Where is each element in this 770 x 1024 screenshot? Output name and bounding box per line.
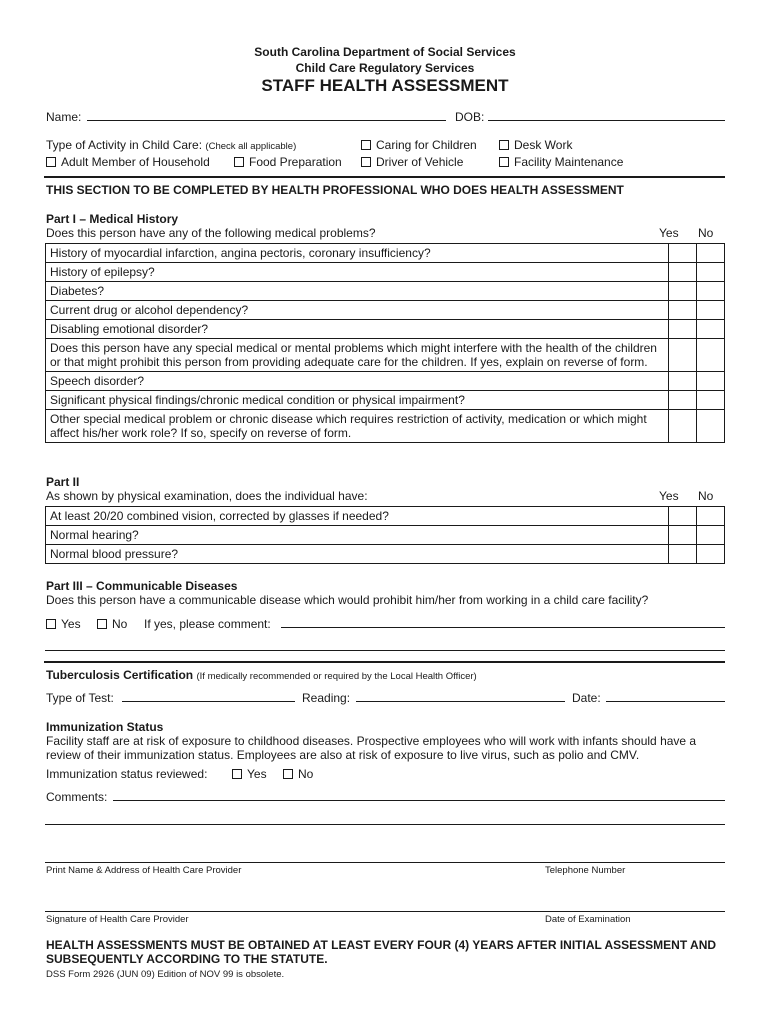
yes-cell[interactable] [669,282,697,301]
no-cell[interactable] [697,507,725,526]
option-adult-member[interactable] [46,155,210,169]
part2-question: As shown by physical examination, does the individual have: [46,489,368,503]
table-row [46,301,725,320]
tb-note: (If medically recommended or required by the Local Health Officer) [196,671,477,682]
provider-name-label: Print Name & Address of Health Care Provider [46,865,242,876]
comments-line-2[interactable] [45,824,725,825]
option-label: Desk Work [514,138,573,152]
no-cell[interactable] [697,372,725,391]
part2-title: Part II [46,475,80,489]
option-label: Yes [61,617,81,631]
tb-reading-field[interactable] [356,701,565,702]
checkbox[interactable] [234,157,244,167]
part2-no-header: No [698,489,714,503]
activity-label-text: Type of Activity in Child Care: [46,138,203,152]
tb-date-field[interactable] [606,701,725,702]
option-label: No [112,617,128,631]
option-label: Adult Member of Household [61,155,210,169]
immunization-text: Facility staff are at risk of exposure to childhood diseases. Prospective employees who will work with infants should have a review of their immunization status. Employees are also at risk of exposure to live virus, such as polio and CMV. [46,734,697,762]
no-cell[interactable] [697,301,725,320]
part3-comment-line-2[interactable] [45,650,725,651]
activity-label [46,138,296,154]
option-caring-for-children[interactable] [361,138,477,152]
option-label: Driver of Vehicle [376,155,464,169]
tb-test-field[interactable] [122,701,295,702]
yes-cell[interactable] [669,339,697,372]
part3-comment-label: If yes, please comment: [144,617,271,631]
question-text: Normal blood pressure? [46,545,669,564]
question-text: Normal hearing? [46,526,669,545]
division-name: Child Care Regulatory Services [295,61,475,75]
checkbox[interactable] [46,157,56,167]
no-cell[interactable] [697,282,725,301]
physical-exam-table [45,506,725,564]
yes-cell[interactable] [669,391,697,410]
option-label: Caring for Children [376,138,477,152]
form-id: DSS Form 2926 (JUN 09) Edition of NOV 99 is obsolete. [46,969,285,980]
no-cell[interactable] [697,339,725,372]
tb-title: Tuberculosis Certification [46,668,194,682]
activity-hint: (Check all applicable) [205,141,297,152]
question-text: History of myocardial infarction, angina pectoris, coronary insufficiency? [46,244,669,263]
no-cell[interactable] [697,320,725,339]
checkbox[interactable] [46,619,56,629]
comments-field[interactable] [113,800,725,801]
question-text: Disabling emotional disorder? [46,320,669,339]
yes-cell[interactable] [669,410,697,443]
tb-date-label: Date: [572,691,601,705]
provider-name-line[interactable] [45,862,725,863]
table-row [46,507,725,526]
yes-cell[interactable] [669,372,697,391]
checkbox[interactable] [361,157,371,167]
option-label: No [298,767,314,781]
section-divider [44,661,725,663]
medical-history-table [45,243,725,443]
yes-cell[interactable] [669,507,697,526]
agency-name: South Carolina Department of Social Services [254,45,516,59]
table-row [46,320,725,339]
question-text: Significant physical findings/chronic medical condition or physical impairment? [46,391,669,410]
yes-cell[interactable] [669,244,697,263]
table-row [46,526,725,545]
checkbox[interactable] [232,769,242,779]
question-text: History of epilepsy? [46,263,669,282]
option-label: Food Preparation [249,155,342,169]
no-cell[interactable] [697,526,725,545]
exam-date-label: Date of Examination [545,914,631,925]
table-row [46,391,725,410]
name-field[interactable] [87,120,446,121]
tb-reading-label: Reading: [302,691,351,705]
table-row [46,545,725,564]
yes-cell[interactable] [669,545,697,564]
section-notice: THIS SECTION TO BE COMPLETED BY HEALTH PROFESSIONAL WHO DOES HEALTH ASSESSMENT [46,183,624,197]
option-label: Facility Maintenance [514,155,624,169]
yes-cell[interactable] [669,263,697,282]
table-row [46,244,725,263]
option-facility-maintenance[interactable] [499,155,623,169]
option-label: Yes [247,767,267,781]
form-title: STAFF HEALTH ASSESSMENT [261,76,509,95]
table-row [46,282,725,301]
table-row [46,339,725,372]
option-desk-work[interactable] [499,138,572,152]
part1-question: Does this person have any of the following medical problems? [46,226,376,240]
table-row [46,410,725,443]
part3-yes-option[interactable] [46,617,81,631]
immunization-reviewed-label: Immunization status reviewed: [46,767,208,781]
part3-title: Part III – Communicable Diseases [46,579,238,593]
question-text: Does this person have any special medical or mental problems which might interfere with the health of the children or that might prohibit this person from providing adequate care for the children. If yes, explain on reverse of form. [46,339,669,372]
dob-field[interactable] [488,120,725,121]
checkbox[interactable] [361,140,371,150]
telephone-label: Telephone Number [545,865,626,876]
yes-cell[interactable] [669,526,697,545]
part1-title: Part I – Medical History [46,212,179,226]
no-cell[interactable] [697,244,725,263]
immunization-title: Immunization Status [46,720,164,734]
comments-label: Comments: [46,790,108,804]
part1-no-header: No [698,226,714,240]
checkbox[interactable] [499,140,509,150]
checkbox[interactable] [499,157,509,167]
part3-no-option[interactable] [97,617,127,631]
part3-comment-field[interactable] [281,627,725,628]
option-driver-of-vehicle[interactable] [361,155,463,169]
tb-test-label: Type of Test: [46,691,114,705]
checkbox[interactable] [283,769,293,779]
question-text: Current drug or alcohol dependency? [46,301,669,320]
part2-yes-header: Yes [659,489,679,503]
table-row [46,372,725,391]
no-cell[interactable] [697,263,725,282]
signature-label: Signature of Health Care Provider [46,914,189,925]
yes-cell[interactable] [669,301,697,320]
question-text: Diabetes? [46,282,669,301]
question-text: At least 20/20 combined vision, corrected by glasses if needed? [46,507,669,526]
question-text: Other special medical problem or chronic disease which requires restriction of activity, medication or which might affect his/her work role? If so, specify on reverse of form. [46,410,669,443]
tb-heading [46,668,477,684]
no-cell[interactable] [697,545,725,564]
immunization-no-option[interactable] [283,767,313,781]
part3-question: Does this person have a communicable disease which would prohibit him/her from working in a child care facility? [46,593,649,607]
question-text: Speech disorder? [46,372,669,391]
footer-notice: HEALTH ASSESSMENTS MUST BE OBTAINED AT LEAST EVERY FOUR (4) YEARS AFTER INITIAL ASSESSMENT AND SUBSEQUENTLY ACCORDING TO THE STATUTE. [46,938,717,966]
yes-cell[interactable] [669,320,697,339]
name-label: Name: [46,110,82,124]
checkbox[interactable] [97,619,107,629]
option-food-preparation[interactable] [234,155,342,169]
immunization-yes-option[interactable] [232,767,267,781]
signature-line[interactable] [45,911,725,912]
table-row [46,263,725,282]
dob-label: DOB: [455,110,485,124]
no-cell[interactable] [697,391,725,410]
part1-yes-header: Yes [659,226,679,240]
no-cell[interactable] [697,410,725,443]
section-divider [44,176,725,178]
